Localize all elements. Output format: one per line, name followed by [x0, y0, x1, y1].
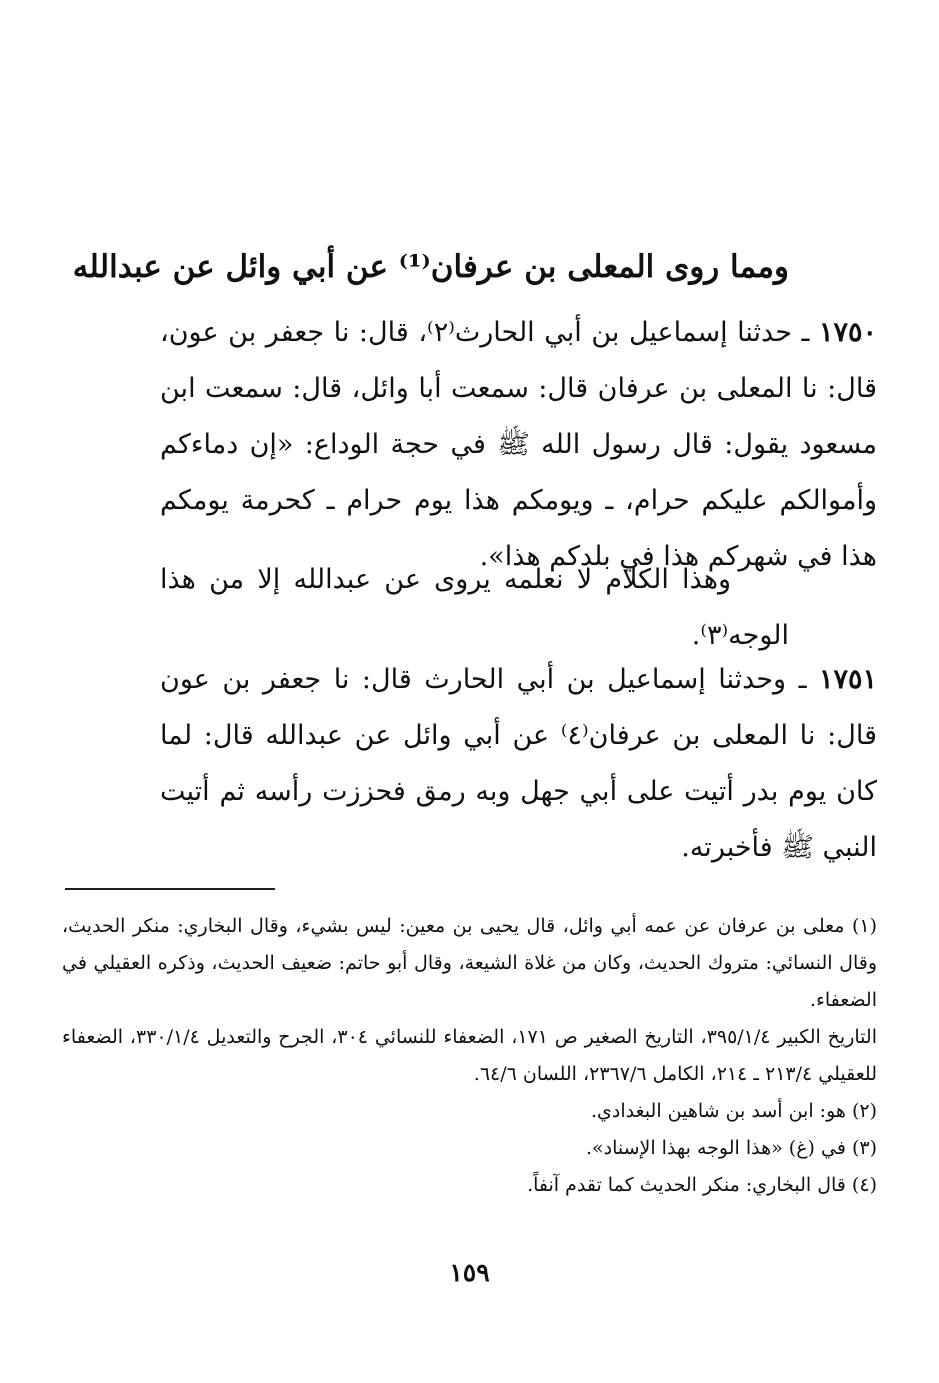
footnote-separator [65, 888, 275, 890]
footnotes [62, 908, 877, 1204]
hadith-1750 [160, 305, 877, 585]
footnote-4: (٤) قال البخاري: منكر الحديث كما تقدم آنفاً. [527, 1174, 877, 1196]
footnote-1-references: التاريخ الكبير ٣٩٥/١/٤، التاريخ الصغير ص ١٧١، الضعفاء للنسائي ٣٠٤، الجرح والتعديل ٣٣٠/١/٤، الضعفاء للعقيلي ٢١٣/٤ ـ ٢١٤، الكامل ٢٣٦٧/٦، اللسان ٦٤/٦. [62, 1026, 877, 1085]
hadith-number: ١٧٥٠ [818, 317, 877, 348]
page-number: ١٥٩ [449, 1258, 490, 1287]
hadith-1751 [160, 652, 877, 876]
hadith-number: ١٧٥١ [818, 664, 877, 695]
hadith-text: ـ حدثنا إسماعيل بن أبي الحارث⁽٢⁾، قال: نا جعفر بن عون، قال: نا المعلى بن عرفان قال: سمعت أبا وائل، قال: سمعت ابن مسعود يقول: قال رسول الله ﷺ في حجة الوداع: «إن دماءكم وأموالكم عليكم حرام، ـ ويومكم هذا يوم حرام ـ كحرمة يومكم هذا في شهركم هذا في بلدكم هذا». [160, 317, 877, 572]
footnote-1: (١) معلى بن عرفان عن عمه أبي وائل، قال يحيى بن معين: ليس بشيء، وقال البخاري: منكر الحديث، وقال النسائي: متروك الحديث، وكان من غلاة الشيعة، وقال أبو حاتم: ضعيف الحديث، وذكره العقيلي في الضعفاء. [62, 915, 877, 1011]
section-heading: ومما روى المعلى بن عرفان⁽¹⁾ عن أبي وائل عن عبدالله [72, 249, 789, 285]
hadith-text: ـ وحدثنا إسماعيل بن أبي الحارث قال: نا جعفر بن عون قال: نا المعلى بن عرفان⁽٤⁾ عن أبي وائل عن عبدالله قال: لما كان يوم بدر أتيت على أبي جهل وبه رمق فحززت رأسه ثم أتيت النبي ﷺ فأخبرته. [160, 664, 877, 863]
commentary-paragraph: وهذا الكلام لا نعلمه يروى عن عبدالله إلا من هذا الوجه⁽٣⁾. [160, 564, 789, 651]
footnote-2: (٢) هو: ابن أسد بن شاهين البغدادي. [591, 1100, 877, 1122]
footnote-3: (٣) في (غ) «هذا الوجه بهذا الإسناد». [585, 1137, 877, 1159]
